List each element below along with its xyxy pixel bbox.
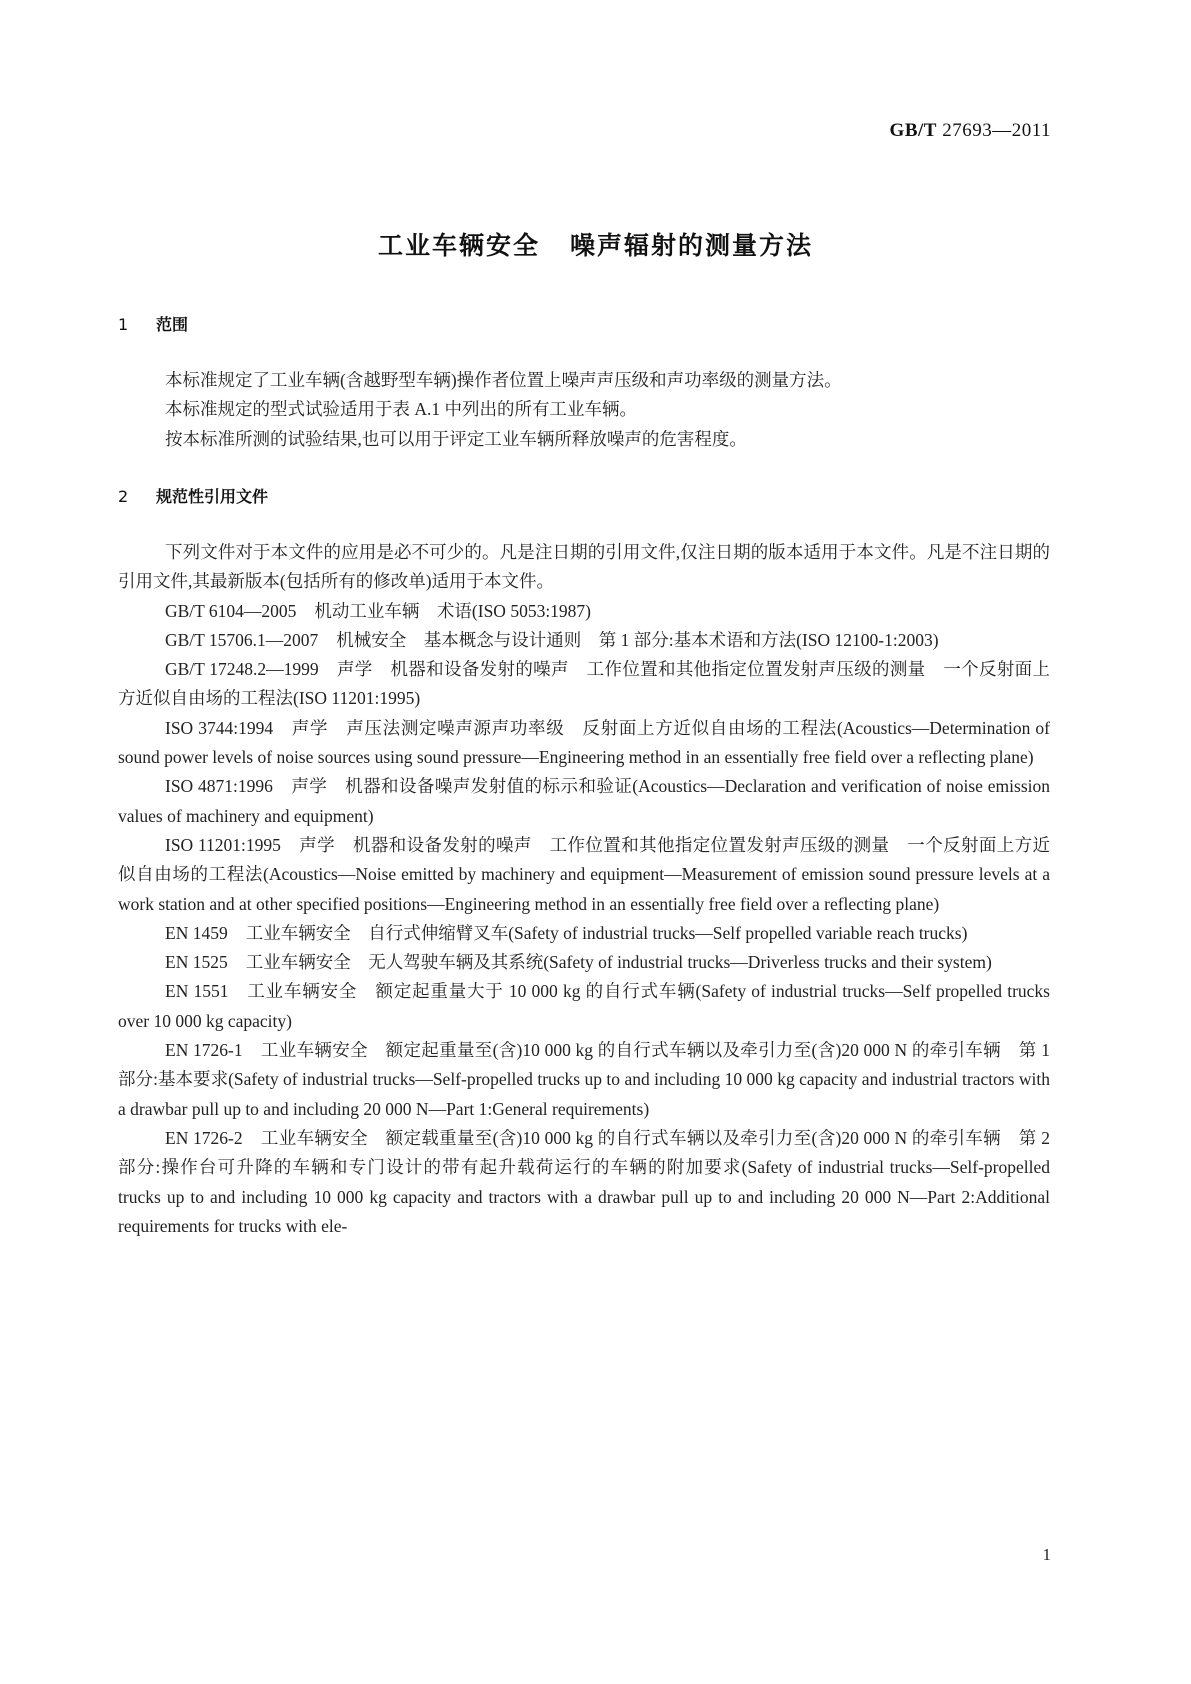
reference-title: 声学 机器和设备发射的噪声 工作位置和其他指定位置发射声压级的测量 一个反射面上方近似自由场的工程法(Acoustics—Noise emitted by machinery and equipment—Measurement of emission sound pressure levels at a work station and at other specified positions—Engineering method in an essentially free field over a reflecting plane): [118, 834, 1050, 914]
reference-item: [118, 772, 1050, 831]
reference-code: EN 1726-2: [165, 1127, 243, 1148]
intro-paragraph: 下列文件对于本文件的应用是必不可少的。凡是注日期的引用文件,仅注日期的版本适用于本文件。凡是不注日期的引用文件,其最新版本(包括所有的修改单)适用于本文件。: [118, 542, 1050, 592]
reference-title: 工业车辆安全 额定载重量至(含)10 000 kg 的自行式车辆以及牵引力至(含)20 000 N 的牵引车辆 第 2 部分:操作台可升降的车辆和专门设计的带有起升载荷运行的车辆的附加要求(Safety of industrial trucks—Self-propelled trucks up to and including 10 000 kg capacity and tractors with a drawbar pull up to and including 20 000 N—Part 2:Additional requirements for trucks with ele-: [118, 1127, 1051, 1236]
reference-title: 工业车辆安全 额定起重量至(含)10 000 kg 的自行式车辆以及牵引力至(含)20 000 N 的牵引车辆 第 1 部分:基本要求(Safety of industrial trucks—Self-propelled trucks up to and including 10 000 kg capacity and industrial tractors with a drawbar pull up to and including 20 000 N—Part 1:General requirements): [118, 1040, 1051, 1119]
standard-code: [890, 120, 1051, 142]
reference-item: [118, 1124, 1050, 1241]
section-2-body: [118, 538, 1050, 1241]
reference-code: EN 1525: [165, 952, 228, 973]
reference-item: [118, 1036, 1050, 1124]
reference-title: 机械安全 基本概念与设计通则 第 1 部分:基本术语和方法(ISO 12100-1:2003): [336, 629, 939, 650]
reference-item: [118, 977, 1050, 1036]
reference-item: [118, 655, 1050, 714]
reference-item: [118, 714, 1050, 773]
reference-code: GB/T 15706.1—2007: [165, 629, 319, 650]
title-part-2: 噪声辐射的测量方法: [570, 231, 814, 260]
reference-title: 工业车辆安全 自行式伸缩臂叉车(Safety of industrial trucks—Self propelled variable reach trucks): [245, 922, 968, 943]
reference-title: 机动工业车辆 术语(ISO 5053:1987): [314, 600, 592, 621]
reference-title: 工业车辆安全 额定起重量大于 10 000 kg 的自行式车辆(Safety of industrial trucks—Self propelled trucks over 10 000 kg capacity): [118, 981, 1050, 1031]
reference-title: 工业车辆安全 无人驾驶车辆及其系统(Safety of industrial trucks—Driverless trucks and their system): [245, 952, 992, 973]
section-number: 1: [118, 315, 129, 334]
paragraph: 按本标准所测的试验结果,也可以用于评定工业车辆所释放噪声的危害程度。: [165, 428, 747, 449]
section-1-heading: [118, 312, 188, 335]
reference-item: [118, 831, 1050, 919]
standard-number: 27693—2011: [942, 120, 1051, 141]
section-title: 范围: [156, 315, 189, 334]
section-2-heading: [118, 484, 268, 507]
reference-code: EN 1551: [165, 981, 229, 1002]
reference-item: [118, 919, 1050, 948]
reference-item: [118, 597, 1050, 626]
reference-item: [118, 626, 1050, 655]
reference-code: ISO 3744:1994: [165, 717, 274, 738]
reference-code: EN 1726-1: [165, 1040, 243, 1061]
reference-title: 声学 机器和设备发射的噪声 工作位置和其他指定位置发射声压级的测量 一个反射面上方近似自由场的工程法(ISO 11201:1995): [118, 659, 1051, 709]
reference-code: ISO 11201:1995: [165, 834, 281, 855]
reference-code: GB/T 6104—2005: [165, 600, 297, 621]
reference-code: ISO 4871:1996: [165, 776, 273, 797]
document-title: [0, 226, 1191, 262]
page-number: 1: [1042, 1545, 1051, 1564]
paragraph: 本标准规定了工业车辆(含越野型车辆)操作者位置上噪声声压级和声功率级的测量方法。: [165, 370, 842, 390]
paragraph: 本标准规定的型式试验适用于表 A.1 中列出的所有工业车辆。: [165, 399, 638, 420]
standard-prefix: GB/T: [889, 120, 937, 141]
section-title: 规范性引用文件: [156, 487, 269, 506]
title-part-1: 工业车辆安全: [377, 231, 540, 260]
reference-item: [118, 948, 1050, 977]
reference-code: EN 1459: [165, 922, 228, 943]
reference-title: 声学 机器和设备噪声发射值的标示和验证(Acoustics—Declaration and verification of noise emission values of machinery and equipment): [118, 776, 1050, 826]
reference-code: GB/T 17248.2—1999: [165, 659, 319, 680]
section-1-body: [118, 366, 1050, 454]
section-number: 2: [118, 487, 129, 506]
reference-title: 声学 声压法测定噪声源声功率级 反射面上方近似自由场的工程法(Acoustics—Determination of sound power levels of noise sources using sound pressure—Engineering method in an essentially free field over a reflecting plane): [118, 717, 1050, 768]
